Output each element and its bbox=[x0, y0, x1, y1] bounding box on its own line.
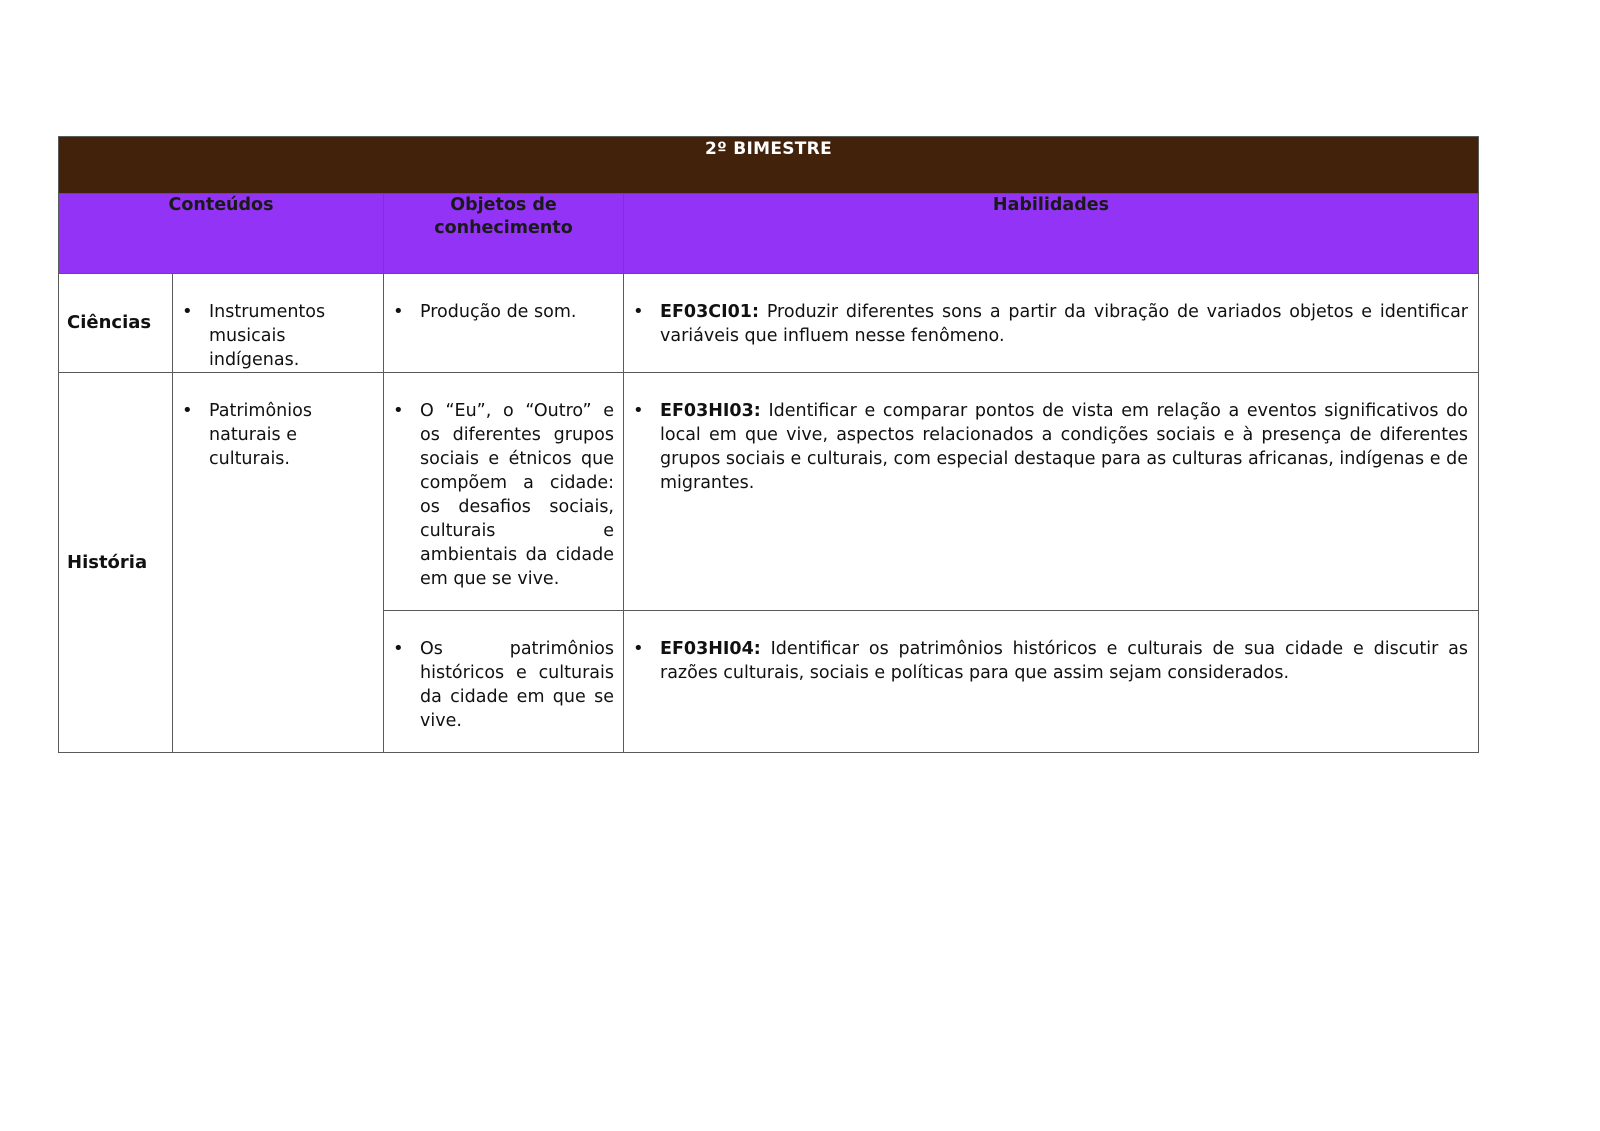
table-row bbox=[59, 373, 1479, 611]
conteudo-cell bbox=[173, 373, 384, 753]
table-row bbox=[59, 274, 1479, 373]
habilidade-item bbox=[624, 300, 1468, 348]
habilidade-code: EF03CI01: bbox=[660, 302, 759, 322]
habilidade-code: EF03HI03: bbox=[660, 401, 761, 421]
habilidade-code: EF03HI04: bbox=[660, 639, 761, 659]
habilidade-item bbox=[624, 637, 1468, 685]
habilidade-item bbox=[624, 399, 1468, 495]
habilidade-cell bbox=[624, 611, 1479, 753]
objeto-cell bbox=[384, 274, 624, 373]
habilidade-text: Produzir diferentes sons a partir da vibração de variados objetos e identificar variáveis que influem nesse fenômeno. bbox=[660, 302, 1468, 346]
objeto-item: • O “Eu”, o “Outro” e os diferentes grupos sociais e étnicos que compõem a cidade: os desafios sociais, culturais e ambientais da cidade em que se vive. bbox=[384, 399, 614, 591]
conteudo-cell bbox=[173, 274, 384, 373]
objeto-item: • Produção de som. bbox=[384, 300, 614, 324]
habilidade-cell bbox=[624, 373, 1479, 611]
objeto-cell bbox=[384, 373, 624, 611]
curriculum-table bbox=[58, 136, 1479, 753]
subject-historia: História bbox=[59, 373, 173, 753]
header-habilidades: Habilidades bbox=[624, 194, 1479, 274]
objeto-item: • Os patrimônios históricos e culturais da cidade em que se vive. bbox=[384, 637, 614, 733]
subject-ciencias: Ciências bbox=[59, 274, 173, 373]
header-objetos: Objetos de conhecimento bbox=[384, 194, 624, 274]
habilidade-text: Identificar e comparar pontos de vista em relação a eventos significativos do local em que vive, aspectos relacionados a condições sociais e à presença de diferentes grupos sociais e culturais, com especial destaque para as culturas africanas, indígenas e de migrantes. bbox=[660, 401, 1468, 493]
habilidade-text: Identificar os patrimônios históricos e culturais de sua cidade e discutir as razões culturais, sociais e políticas para que assim sejam considerados. bbox=[660, 639, 1468, 683]
conteudo-item: • Patrimônios naturais e culturais. bbox=[173, 399, 371, 471]
table-title: 2º BIMESTRE bbox=[59, 137, 1479, 194]
header-row bbox=[59, 194, 1479, 274]
header-conteudos: Conteúdos bbox=[59, 194, 384, 274]
habilidade-cell bbox=[624, 274, 1479, 373]
conteudo-item: • Instrumentos musicais indígenas. bbox=[173, 300, 371, 372]
objeto-cell bbox=[384, 611, 624, 753]
title-row bbox=[59, 137, 1479, 194]
